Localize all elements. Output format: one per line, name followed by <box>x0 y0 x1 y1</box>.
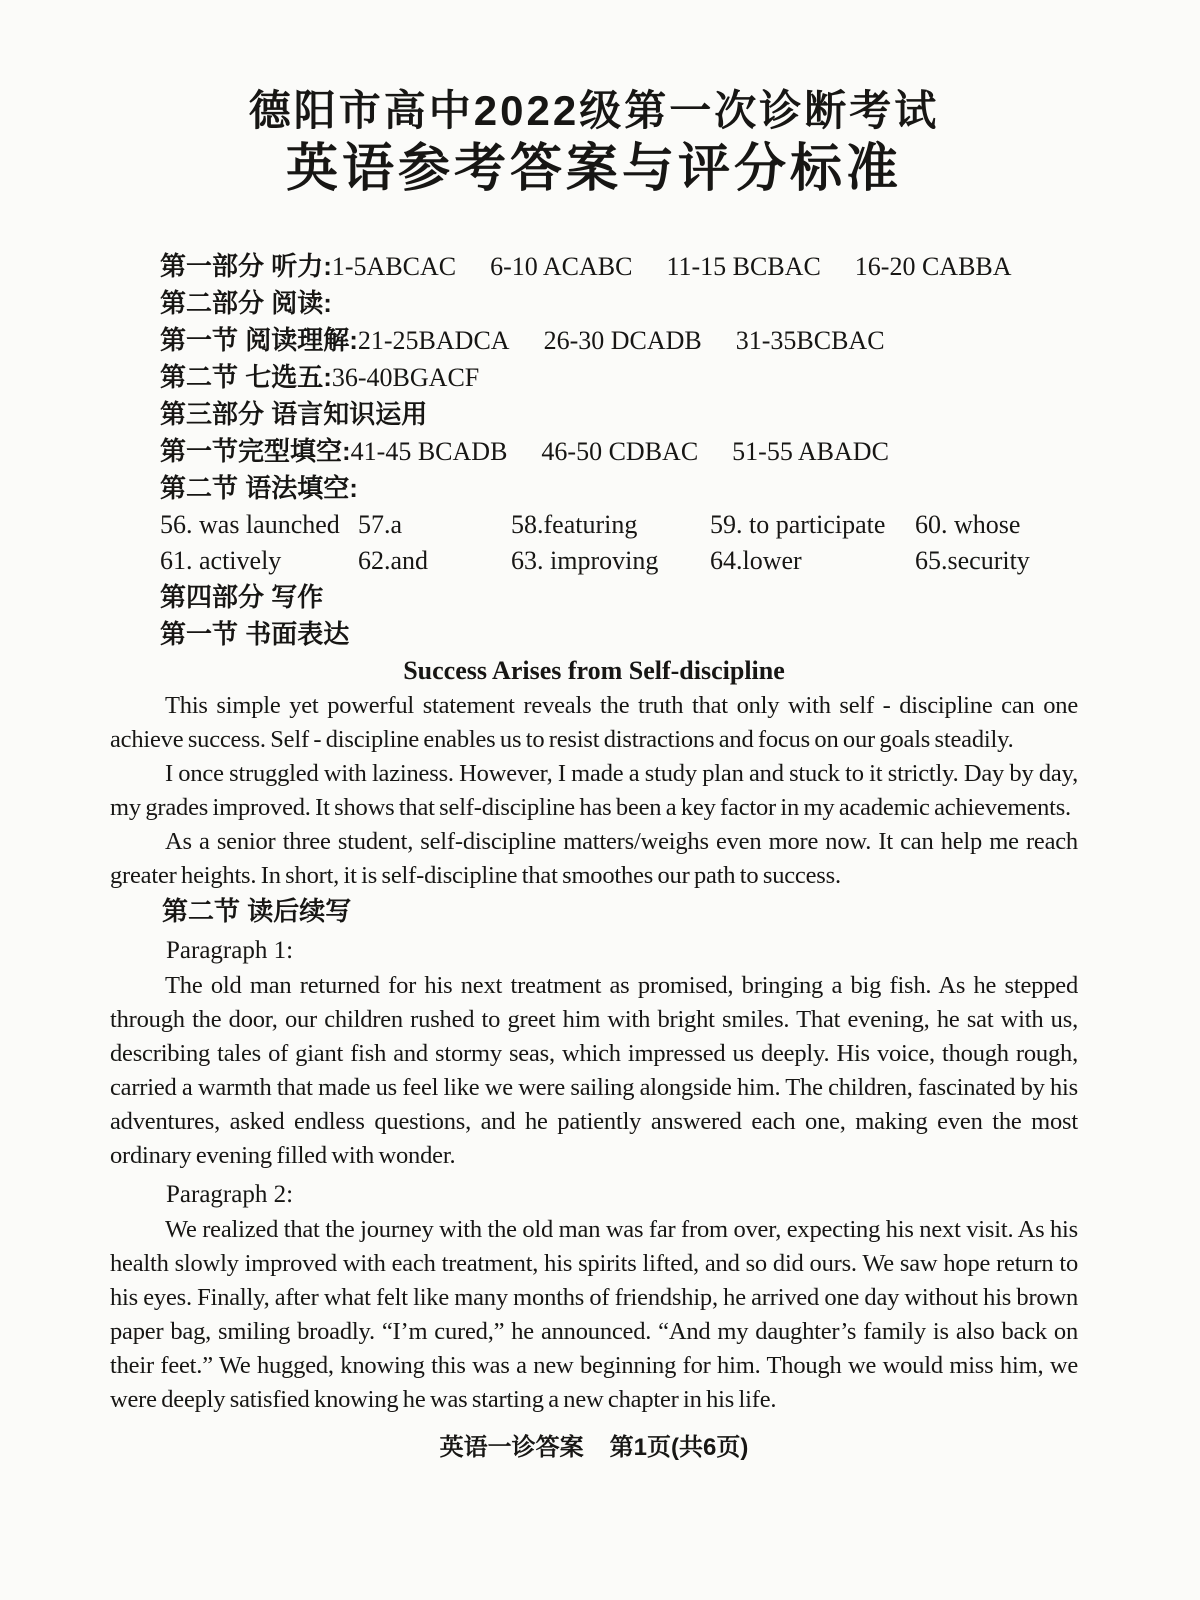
fill-answer: 56. was launched <box>160 510 340 539</box>
essay-title: Success Arises from Self-discipline <box>403 656 785 685</box>
answer-line-reading-part <box>160 285 1078 322</box>
answer-group: 31-35BCBAC <box>735 326 885 355</box>
grammar-fill-row-1 <box>160 507 1078 543</box>
answer-line-language-use <box>160 396 1078 433</box>
section-label: 第一节 书面表达 <box>160 619 350 649</box>
fill-answer: 63. improving <box>511 546 659 575</box>
answer-line-listening <box>160 248 1078 285</box>
section-label: 第二节 语法填空: <box>160 473 358 503</box>
paragraph-2-label: Paragraph 2: <box>166 1181 294 1208</box>
answer-group: 1-5ABCAC <box>331 252 457 281</box>
answer-line-grammar-fill-heading <box>160 470 1078 507</box>
fill-answer: 57.a <box>358 510 403 539</box>
section-label: 第四部分 写作 <box>160 582 324 612</box>
answer-group: 21-25BADCA <box>357 326 510 355</box>
paragraph-1-label: Paragraph 1: <box>166 937 294 964</box>
answer-line-reading-comprehension <box>160 322 1078 359</box>
answer-group: 6-10 ACABC <box>490 252 633 281</box>
answer-line-cloze <box>160 433 1078 470</box>
page-footer <box>110 1433 1078 1463</box>
footer-page-number: 第1页(共6页) <box>609 1434 749 1461</box>
answer-group: 11-15 BCBAC <box>666 252 821 281</box>
fill-answer: 62.and <box>358 546 429 575</box>
exam-title: 德阳市高中2022级第一次诊断考试 <box>248 87 940 134</box>
answer-group: 41-45 BCADB <box>350 437 508 466</box>
section-label: 第二部分 阅读: <box>160 288 332 318</box>
continuation-section-label: 第二节 读后续写 <box>162 896 352 926</box>
fill-answer: 59. to participate <box>710 510 886 539</box>
continuation-writing-section <box>110 893 1078 1417</box>
answer-group: 36-40BGACF <box>331 363 480 392</box>
answer-line-written-expression <box>160 616 1078 653</box>
footer-doc-label: 英语一诊答案 <box>439 1434 584 1461</box>
essay-paragraph: This simple yet powerful statement reveals the truth that only with self - discipline can one achieve success. Self - discipline enables us to resist distractions and focus on our goals steadily. <box>110 692 1078 753</box>
fill-answer: 58.featuring <box>511 510 638 539</box>
essay-paragraph: I once struggled with laziness. However, I made a study plan and stuck to it strictly. Day by day, my grades improved. It shows that self-discipline has been a key factor in my academic achievements. <box>110 760 1078 821</box>
answer-group: 16-20 CABBA <box>854 252 1012 281</box>
fill-answer: 61. actively <box>160 546 282 575</box>
answer-line-writing-part <box>160 579 1078 616</box>
continuation-paragraph-1: The old man returned for his next treatment as promised, bringing a big fish. As he stepped through the door, our children rushed to greet him with bright smiles. That evening, he sat with us, describing tales of giant fish and stormy seas, which impressed us deeply. His voice, though rough, carried a warmth that made us feel like we were sailing alongside him. The children, fascinated by his adventures, asked endless questions, and he patiently answered each one, making even the most ordinary evening filled with wonder. <box>110 972 1078 1169</box>
section-label: 第一节完型填空: <box>160 436 351 466</box>
answer-group: 51-55 ABADC <box>732 437 889 466</box>
fill-answer: 64.lower <box>710 546 802 575</box>
section-label: 第一节 阅读理解: <box>160 325 358 355</box>
answer-line-seven-choose-five <box>160 359 1078 396</box>
exam-subtitle: 英语参考答案与评分标准 <box>285 140 902 198</box>
section-label: 第一部分 听力: <box>160 251 332 281</box>
section-label: 第二节 七选五: <box>160 362 332 392</box>
essay-section <box>110 653 1078 893</box>
fill-answer: 60. whose <box>915 510 1021 539</box>
essay-paragraph: As a senior three student, self-discipline matters/weighs even more now. It can help me reach greater heights. In short, it is self-discipline that smoothes our path to success. <box>110 828 1078 889</box>
section-label: 第三部分 语言知识运用 <box>160 399 428 429</box>
fill-answer: 65.security <box>915 546 1030 575</box>
grammar-fill-row-2 <box>160 543 1078 579</box>
continuation-paragraph-2: We realized that the journey with the old man was far from over, expecting his next visit. As his health slowly improved with each treatment, his spirits lifted, and so did ours. We saw hope return to his eyes. Finally, after what felt like many months of friendship, he arrived one day without his brown paper bag, smiling broadly. “I’m cured,” he announced. “And my daughter’s family is also back on their feet.” We hugged, knowing this was a new beginning for him. Though we would miss him, we were deeply satisfied knowing he was starting a new chapter in his life. <box>110 1216 1078 1413</box>
answer-group: 46-50 CDBAC <box>541 437 699 466</box>
answer-group: 26-30 DCADB <box>543 326 702 355</box>
answer-key-section <box>160 248 1078 653</box>
